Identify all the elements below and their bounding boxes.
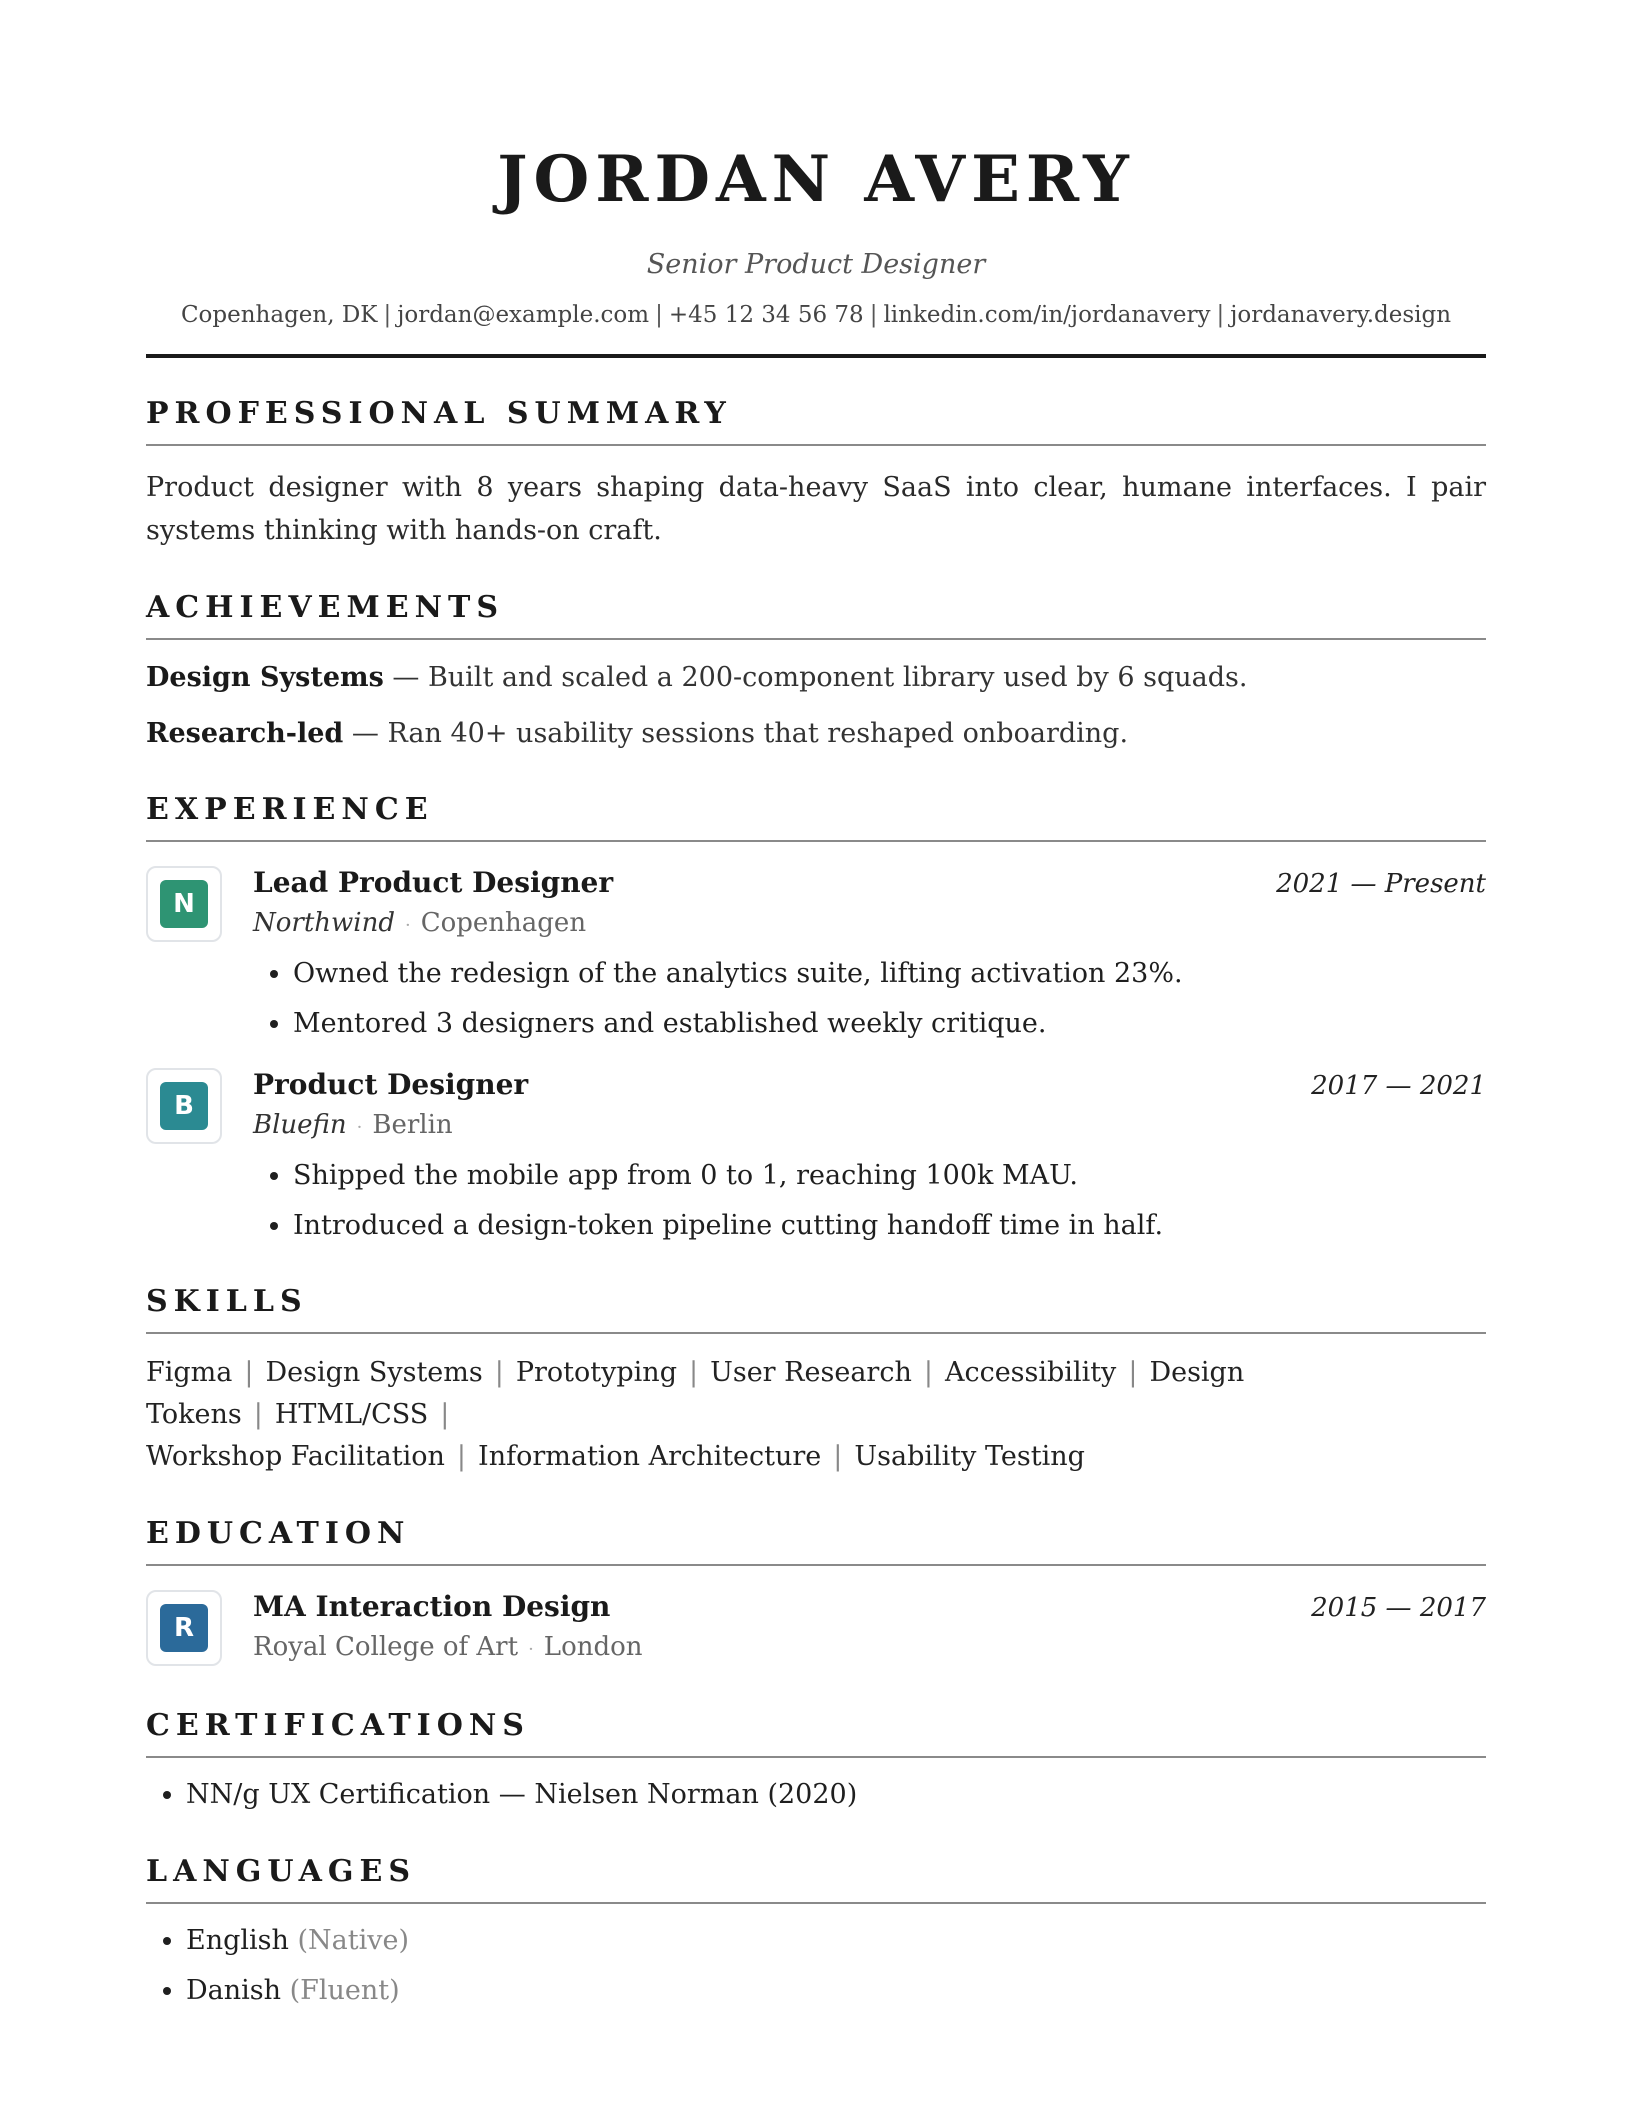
school-location: London (543, 1632, 643, 1662)
skill-item: Information Architecture (478, 1441, 822, 1472)
skill-item: Design Systems (265, 1357, 483, 1388)
language-level: (Native) (297, 1925, 410, 1956)
skill-separator: | (923, 1357, 933, 1388)
skill-separator: | (494, 1357, 504, 1388)
company-logo-mark: N (160, 880, 208, 928)
entry-subtitle (253, 1627, 1486, 1670)
job-bullets (253, 1156, 1486, 1246)
experience-section (146, 790, 1486, 1246)
skill-separator: | (244, 1357, 254, 1388)
summary-text: Product designer with 8 years shaping data-heavy SaaS into clear, humane interfaces. I pair systems thinking with hands-on craft. (146, 472, 1486, 546)
skill-separator: | (440, 1399, 450, 1430)
entry-header (253, 864, 1486, 903)
school-logo (146, 1590, 222, 1666)
skill-item: Workshop Facilitation (146, 1441, 445, 1472)
achievements-section (146, 588, 1486, 754)
contact-website[interactable]: jordanavery.design (1230, 302, 1452, 328)
skill-item: HTML/CSS (274, 1399, 429, 1430)
experience-entry (146, 1066, 1486, 1246)
list-item (186, 1920, 1486, 1962)
list-item: • Introduced a design-token pipeline cutting handoff time in half. (293, 1206, 1486, 1246)
education-dates: 2015 — 2017 (1311, 1593, 1486, 1623)
dot-separator: · (404, 915, 411, 936)
summary-section (146, 394, 1486, 552)
list-item: • Shipped the mobile app from 0 to 1, reaching 100k MAU. (293, 1156, 1486, 1196)
company-name: Northwind (253, 908, 395, 938)
entry-subtitle (253, 903, 1486, 946)
education-section (146, 1514, 1486, 1670)
achievement-item (146, 658, 1486, 698)
achievement-text: — Ran 40+ usability sessions that reshaped onboarding. (343, 718, 1129, 749)
entry-header (253, 1066, 1486, 1105)
skill-separator: | (1128, 1357, 1138, 1388)
company-logo (146, 866, 222, 942)
dot-separator: · (528, 1639, 534, 1660)
contact-location: Copenhagen, DK (180, 302, 378, 328)
school-logo-mark: R (160, 1604, 208, 1652)
list-item: • Owned the redesign of the analytics suite, lifting activation 23%. (293, 954, 1486, 994)
company-name: Bluefin (253, 1110, 347, 1140)
skill-item: Figma (146, 1357, 233, 1388)
job-dates: 2017 — 2021 (1311, 1071, 1486, 1101)
candidate-name: JORDAN AVERY (497, 142, 1135, 217)
section-title: ACHIEVEMENTS (146, 588, 1486, 640)
contact-separator: | (869, 302, 878, 328)
skills-list (146, 1352, 1486, 1478)
dot-separator: · (356, 1117, 363, 1138)
company-logo (146, 1068, 222, 1144)
language-name: Danish (186, 1975, 282, 2006)
skill-item: Accessibility (944, 1357, 1117, 1388)
section-title: PROFESSIONAL SUMMARY (146, 394, 1486, 446)
list-item: • NN/g UX Certification — Nielsen Norman (2020) (186, 1774, 1486, 1816)
section-title: SKILLS (146, 1282, 1486, 1334)
company-logo-mark: B (160, 1082, 208, 1130)
experience-entry (146, 864, 1486, 1044)
contact-line (146, 300, 1486, 330)
achievement-item (146, 714, 1486, 754)
skills-section (146, 1282, 1486, 1478)
resume-header (146, 140, 1486, 358)
school-name: Royal College of Art (253, 1632, 519, 1662)
education-entry (146, 1588, 1486, 1670)
languages-section (146, 1852, 1486, 2012)
skill-item: User Research (710, 1357, 912, 1388)
entry-subtitle (253, 1105, 1486, 1148)
achievements-list (146, 658, 1486, 754)
contact-email[interactable]: jordan@example.com (397, 302, 650, 328)
section-title: EDUCATION (146, 1514, 1486, 1566)
degree-title: MA Interaction Design (253, 1590, 611, 1623)
list-item (186, 1970, 1486, 2012)
job-title: Lead Product Designer (253, 866, 614, 899)
contact-phone[interactable]: +45 12 34 56 78 (668, 302, 864, 328)
contact-separator: | (1216, 302, 1225, 328)
list-item: • Mentored 3 designers and established weekly critique. (293, 1004, 1486, 1044)
resume-page (146, 0, 1486, 2012)
skill-separator: | (456, 1441, 467, 1472)
section-title: LANGUAGES (146, 1852, 1486, 1904)
achievement-label: Design Systems (146, 662, 384, 693)
job-bullets (253, 954, 1486, 1044)
job-location: Berlin (372, 1110, 453, 1140)
languages-list (146, 1920, 1486, 2012)
language-name: English (186, 1925, 289, 1956)
section-title: EXPERIENCE (146, 790, 1486, 842)
contact-linkedin[interactable]: linkedin.com/in/jordanavery (883, 302, 1211, 328)
entry-header (253, 1588, 1486, 1627)
contact-separator: | (655, 302, 663, 328)
skill-separator: | (833, 1441, 843, 1472)
achievement-text: — Built and scaled a 200-component library used by 6 squads. (383, 662, 1248, 693)
skill-separator: | (688, 1357, 699, 1388)
certifications-section (146, 1706, 1486, 1816)
skill-item: Prototyping (515, 1357, 677, 1388)
candidate-role: Senior Product Designer (646, 249, 986, 280)
certifications-list (146, 1774, 1486, 1816)
skill-item: Design Tokens (146, 1357, 1245, 1430)
section-title: CERTIFICATIONS (146, 1706, 1486, 1758)
header-divider (146, 354, 1486, 358)
job-dates: 2021 — Present (1276, 869, 1486, 899)
language-level: (Fluent) (289, 1975, 400, 2006)
achievement-label: Research-led (146, 718, 344, 749)
job-location: Copenhagen (420, 908, 587, 938)
skill-separator: | (253, 1399, 263, 1430)
contact-separator: | (383, 302, 392, 328)
job-title: Product Designer (253, 1068, 529, 1101)
skill-item: Usability Testing (854, 1441, 1085, 1472)
